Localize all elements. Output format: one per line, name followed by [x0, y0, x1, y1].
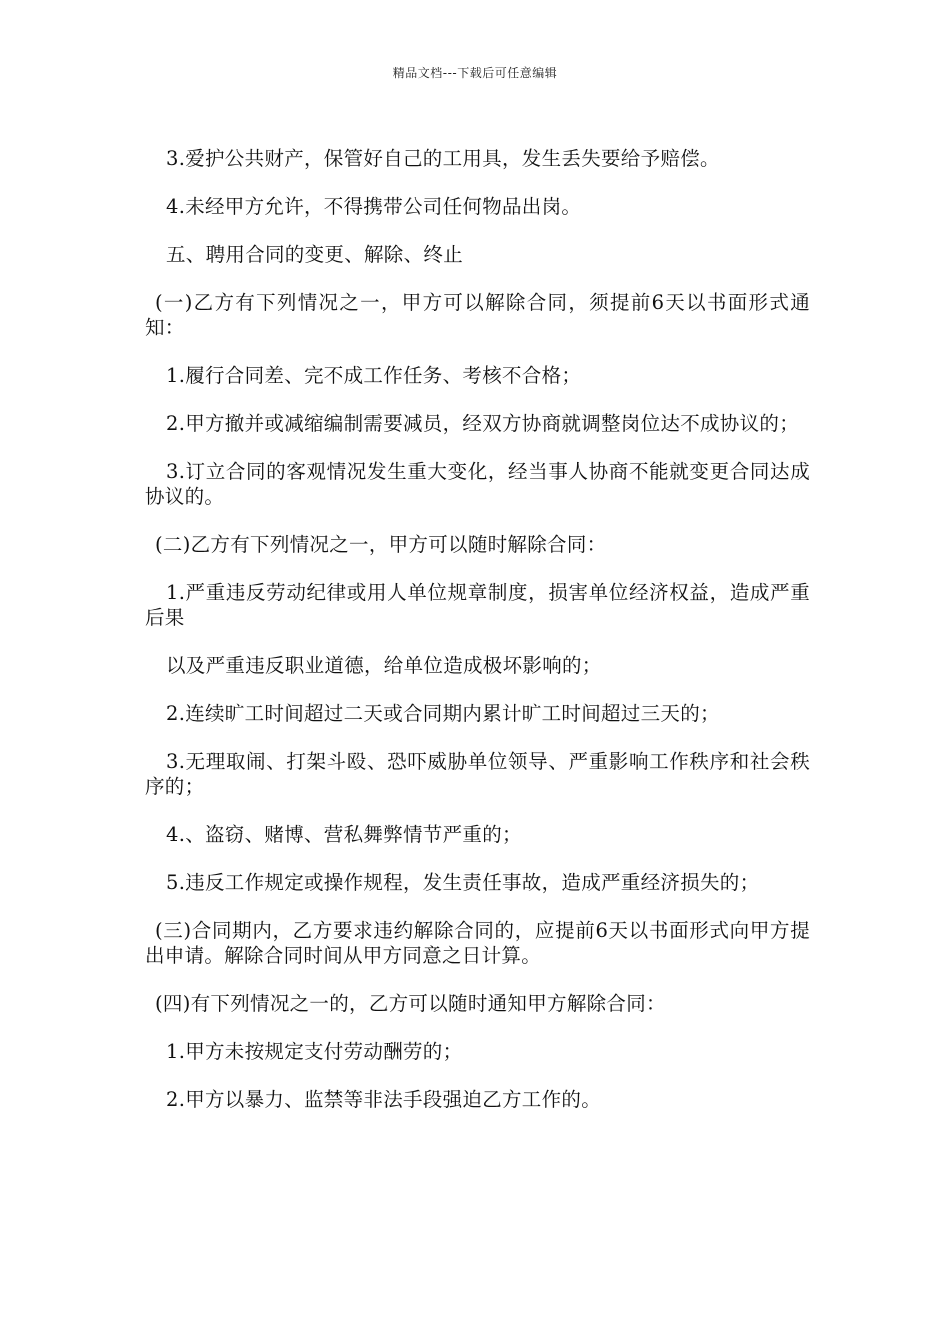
page-header: 精品文档---下载后可任意编辑	[392, 66, 558, 80]
paragraph-clause-4-item-2: 2.甲方以暴力、监禁等非法手段强迫乙方工作的。	[166, 1088, 602, 1111]
paragraph-clause-2-item-1-cont: 以及严重违反职业道德，给单位造成极坏影响的；	[166, 654, 602, 677]
paragraph-clause-2-item-2: 2.连续旷工时间超过二天或合同期内累计旷工时间超过三天的；	[166, 702, 720, 725]
section-heading-5: 五、聘用合同的变更、解除、终止	[166, 243, 464, 266]
paragraph-clause-4-item-1: 1.甲方未按规定支付劳动酬劳的；	[166, 1040, 463, 1063]
document-body	[145, 146, 810, 1135]
paragraph-clause-1-item-3: 3.订立合同的客观情况发生重大变化，经当事人协商不能就变更合同达成协议的。	[145, 460, 810, 508]
paragraph-clause-1: (一)乙方有下列情况之一，甲方可以解除合同，须提前6天以书面形式通知：	[145, 291, 810, 339]
paragraph-clause-1-item-1: 1.履行合同差、完不成工作任务、考核不合格；	[166, 364, 582, 387]
paragraph-clause-2-item-5: 5.违反工作规定或操作规程，发生责任事故，造成严重经济损失的；	[166, 871, 760, 894]
paragraph-clause-2: (二)乙方有下列情况之一，甲方可以随时解除合同：	[155, 533, 607, 556]
paragraph-clause-2-item-4: 4.、盗窃、赌博、营私舞弊情节严重的；	[166, 823, 522, 846]
paragraph-clause-2-item-3: 3.无理取闹、打架斗殴、恐吓威胁单位领导、严重影响工作秩序和社会秩序的；	[145, 750, 810, 798]
paragraph-clause-3: (三)合同期内，乙方要求违约解除合同的，应提前6天以书面形式向甲方提出申请。解除合同时间从甲方同意之日计算。	[145, 919, 810, 967]
paragraph-1: 3.爱护公共财产，保管好自己的工用具，发生丢失要给予赔偿。	[166, 147, 720, 170]
paragraph-2: 4.未经甲方允许，不得携带公司任何物品出岗。	[166, 195, 582, 218]
paragraph-clause-2-item-1: 1.严重违反劳动纪律或用人单位规章制度，损害单位经济权益，造成严重后果	[145, 581, 810, 629]
paragraph-clause-1-item-2: 2.甲方撤并或减缩编制需要减员，经双方协商就调整岗位达不成协议的；	[166, 412, 800, 435]
paragraph-clause-4: (四)有下列情况之一的，乙方可以随时通知甲方解除合同：	[155, 992, 666, 1015]
